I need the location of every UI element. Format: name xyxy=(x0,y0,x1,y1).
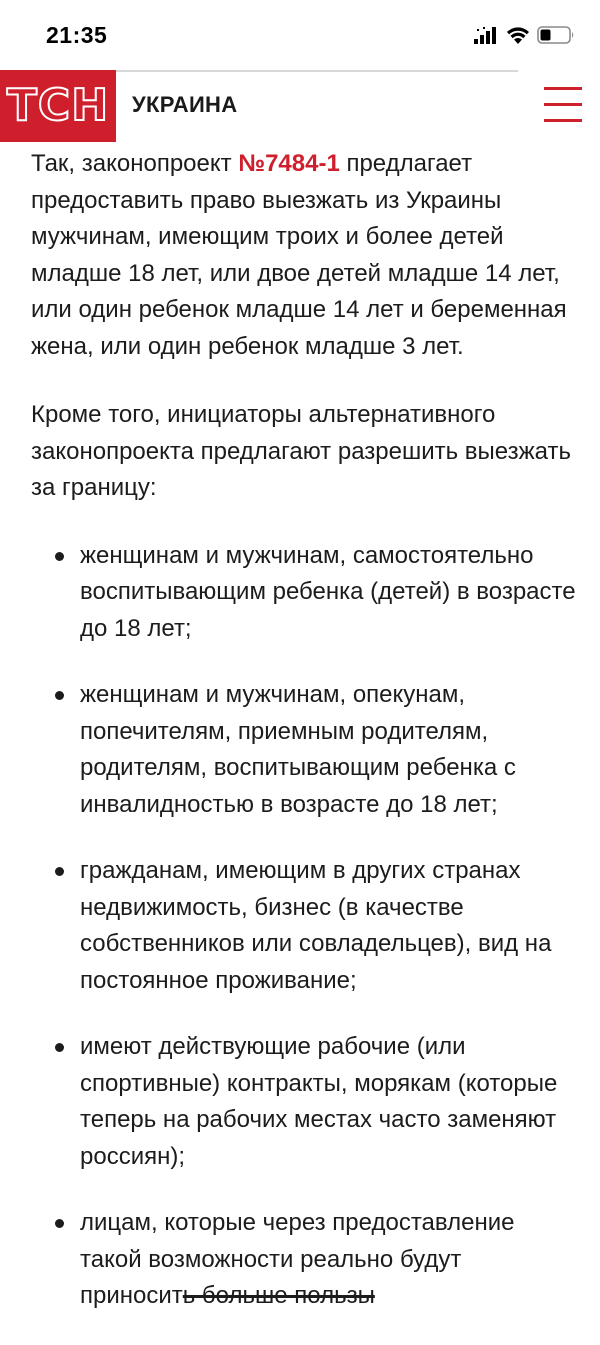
status-time: 21:35 xyxy=(46,22,108,48)
battery-icon xyxy=(537,26,575,44)
hamburger-menu-icon[interactable] xyxy=(544,87,582,123)
article-paragraph xyxy=(31,146,576,365)
article-paragraph: Кроме того, инициаторы альтернативного законопроекта предлагают разрешить выезжать за границу: xyxy=(31,401,571,501)
list-item-text: гражданам, имеющим в других странах недвижимость, бизнес (в качестве собственников или совладельцев), вид на постоянное проживание; xyxy=(80,857,552,994)
struck-through-text: ь больше пользы xyxy=(182,1282,375,1309)
bullet-icon xyxy=(55,691,64,700)
list-item-text: женщинам и мужчинам, самостоятельно воспитывающим ребенка (детей) в возрасте до 18 лет; xyxy=(80,541,576,642)
wifi-icon xyxy=(506,25,530,44)
tsn-logo[interactable] xyxy=(0,70,116,142)
bullet-icon xyxy=(55,1219,64,1228)
site-header xyxy=(0,70,600,142)
list-item xyxy=(31,1029,576,1175)
bill-number-link[interactable]: №7484-1 xyxy=(238,150,340,177)
status-bar xyxy=(0,0,600,70)
list-item-text: лицам, которые через предоставление такой возможности реально будут приносит xyxy=(80,1209,515,1309)
bullet-list xyxy=(31,538,576,1315)
section-title[interactable]: УКРАИНА xyxy=(132,92,238,117)
list-item-text: женщинам и мужчинам, опекунам, попечителям, приемным родителям, родителям, воспитывающим ребенка с инвалидностью в возрасте до 18 лет; xyxy=(80,681,516,818)
list-item xyxy=(31,853,576,999)
bullet-icon xyxy=(55,1043,64,1052)
list-item xyxy=(31,1205,576,1315)
list-item xyxy=(31,538,576,648)
cellular-signal-icon xyxy=(474,27,498,44)
list-item-text: имеют действующие рабочие (или спортивные) контракты, морякам (которые теперь на рабочих местах часто заменяют россиян); xyxy=(80,1033,558,1170)
bullet-icon xyxy=(55,867,64,876)
paragraph-text-start: Так, законопроект xyxy=(31,150,239,177)
article-body xyxy=(31,146,576,1345)
logo-text: ТСН xyxy=(6,80,110,131)
list-item xyxy=(31,677,576,823)
paragraph-text-end: предлагает предоставить право выезжать из Украины мужчинам, имеющим троих и более детей младше 18 лет, или двое детей младше 14 лет, или один ребенок младше 14 лет и беременная жена, или один ребенок младше 3 лет. xyxy=(31,150,567,360)
bullet-icon xyxy=(55,552,64,561)
